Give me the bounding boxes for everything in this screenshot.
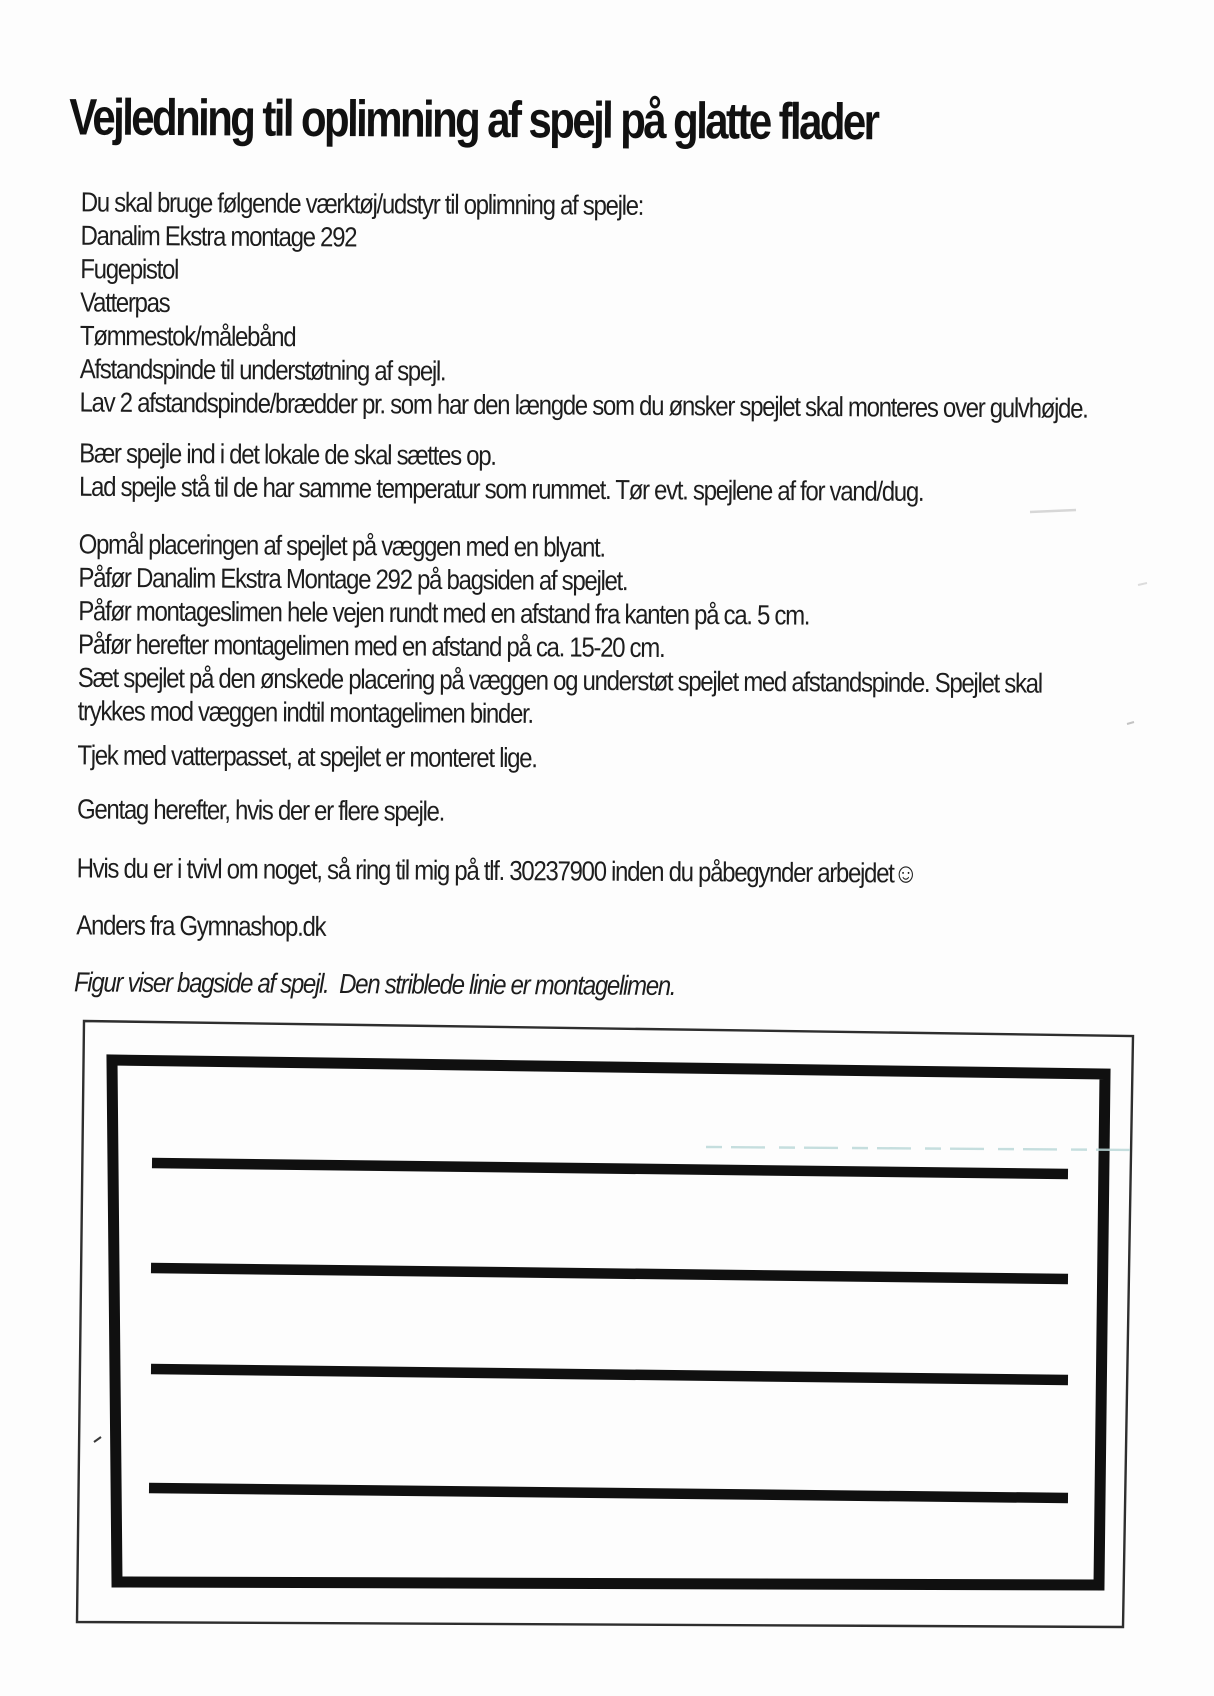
text-line: Påfør herefter montagelimen med en afstand på ca. 15-20 cm. <box>77 629 665 664</box>
text-line: Gentag herefter, hvis der er flere spejle. <box>76 794 445 828</box>
text-line: Lav 2 afstandspinde/brædder pr. som har den længde som du ønsker spejlet skal monteres over gulvhøjde. <box>79 387 1088 425</box>
text-line: Figur viser bagside af spejl. Den striblede linie er montagelimen. <box>73 967 676 1002</box>
text-line: Afstandspinde til understøtning af spejl. <box>79 354 446 388</box>
glue-line-4 <box>149 1488 1068 1498</box>
scan-artifact-tick <box>94 1437 101 1442</box>
glue-line-2 <box>151 1268 1068 1279</box>
scan-artifact-mark <box>1127 722 1134 724</box>
figure-outer-frame <box>77 1021 1133 1627</box>
glue-line-3 <box>151 1369 1068 1380</box>
text-line: Tjek med vatterpasset, at spejlet er monteret lige. <box>77 740 537 775</box>
text-line: trykkes mod væggen indtil montagelimen binder. <box>77 696 533 730</box>
text-line: Bær spejle ind i det lokale de skal sættes op. <box>79 438 496 472</box>
text-line: Fugepistol <box>80 253 179 286</box>
text-line: Anders fra Gymnashop.dk <box>76 910 326 943</box>
text-line: Hvis du er i tvivl om noget, så ring til mig på tlf. 30237900 inden du påbegynder arbejdet☺ <box>76 853 917 890</box>
glue-border-rectangle <box>112 1060 1105 1585</box>
scan-artifact-cyan-line <box>706 1147 1141 1150</box>
scan-artifact-mark <box>1138 583 1147 585</box>
text-line: Vatterpas <box>80 287 170 319</box>
text-line: Opmål placeringen af spejlet på væggen med en blyant. <box>78 529 605 564</box>
scan-artifact-dash <box>1030 510 1076 512</box>
page-title: Vejledning til oplimning af spejl på glatte flader <box>69 88 878 151</box>
glue-line-1 <box>152 1163 1068 1174</box>
text-line: Sæt spejlet på den ønskede placering på væggen og understøt spejlet med afstandspinde. Spejlet skal <box>77 662 1042 700</box>
text-line: Lad spejle stå til de har samme temperatur som rummet. Tør evt. spejlene af for vand/dug. <box>78 471 924 508</box>
text-line: Tømmestok/målebånd <box>79 320 296 354</box>
text-line: Påfør Danalim Ekstra Montage 292 på bagsiden af spejlet. <box>78 562 628 598</box>
text-line: Påfør montageslimen hele vejen rundt med en afstand fra kanten på ca. 5 cm. <box>78 595 810 632</box>
text-line: Danalim Ekstra montage 292 <box>80 220 357 254</box>
text-line: Du skal bruge følgende værktøj/udstyr til oplimning af spejle: <box>80 187 644 222</box>
